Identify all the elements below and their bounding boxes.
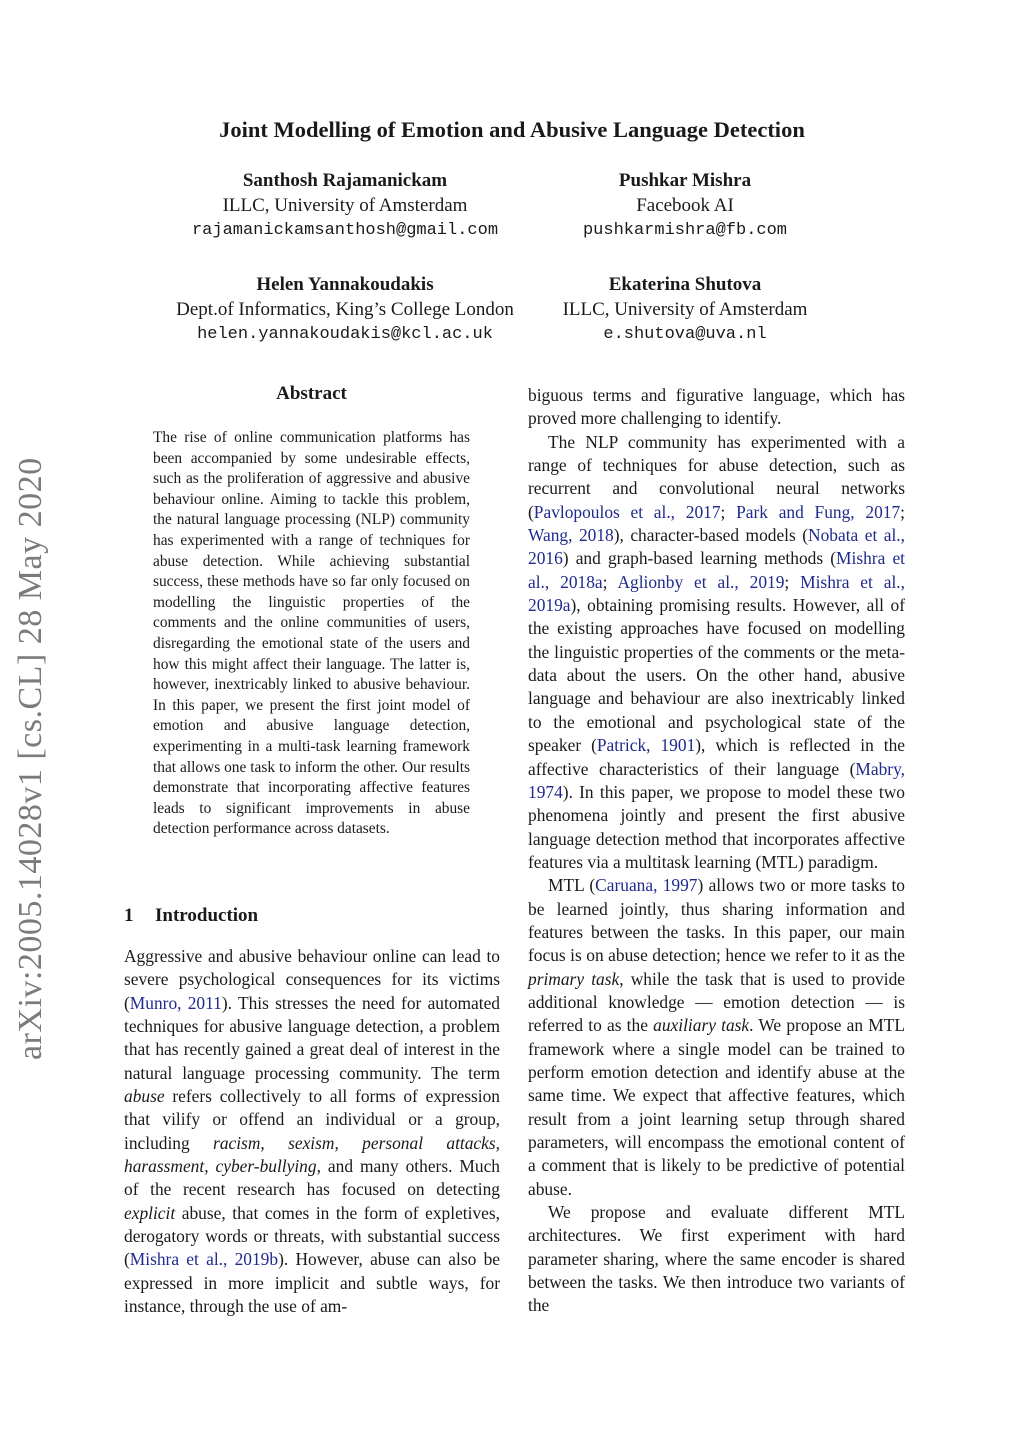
author-name: Helen Yannakoudakis (256, 274, 434, 295)
section-number: 1 (124, 905, 134, 926)
emphasis: explicit (124, 1202, 176, 1223)
paragraph: MTL (Caruana, 1997) allows two or more tasks to be learned jointly, thus sharing information and features between the tasks. In this paper, our main focus is on abuse detection; hence we refer to it as the primary task, while the task that is used to provide additional knowledge — emotion detection — is referred to as the auxiliary task. We propose an MTL framework where a single model can be trained to perform emotion detection and identify abuse at the same time. We expect that affective features, which result from a joint learning setup through shared parameters, will encompass the emotional content of a comment that is likely to be predictive of potential abuse. (528, 875, 905, 1199)
section-title: Introduction (155, 905, 259, 926)
author-name: Santhosh Rajamanickam (242, 170, 448, 191)
intro-left-column (124, 945, 500, 1319)
author-affiliation: Facebook AI (636, 195, 734, 216)
citation-link[interactable]: Patrick, 1901 (596, 735, 696, 756)
citation-link[interactable]: Caruana, 1997 (595, 875, 698, 896)
citation-link[interactable]: Wang, 2018 (528, 525, 614, 546)
abstract-text: The rise of online communication platforms has been accompanied by some undesirable effects, such as the proliferation of aggressive and abusive behaviour online. Aiming to tackle this problem, the natural language processing (NLP) community has experimented with a range of techniques for abuse detection. While achieving substantial success, these methods have so far only focused on modelling the linguistic properties of the comments and the online communities of users, disregarding the emotional state of the users and how this might affect their language. The latter is, however, inextricably linked to abusive behaviour. In this paper, we present the first joint model of emotion and abusive language detection, experimenting in a multi-task learning framework that allows one task to inform the other. Our results demonstrate that incorporating affective features leads to significant improvements in abuse detection performance across datasets. (153, 429, 470, 838)
paragraph: biguous terms and figurative language, which has proved more challenging to identify. (528, 385, 905, 429)
author-email: rajamanickamsanthosh@gmail.com (191, 221, 499, 240)
paragraph: The NLP community has experimented with a range of techniques for abuse detection, such as recurrent and convolutional neural networks (Pavlopoulos et al., 2017; Park and Fung, 2017; Wang, 2018), character-based models (Nobata et al., 2016) and graph-based learning methods (Mishra et al., 2018a; Aglionby et al., 2019; Mishra et al., 2019a), obtaining promising results. However, all of the existing approaches have focused on modelling the linguistic properties of the comments or the meta-data about the users. On the other hand, abusive language and behaviour are also inextricably linked to the emotional and psychological state of the speaker (Patrick, 1901), which is reflected in the affective characteristics of their language (Mabry, 1974). In this paper, we propose to model these two phenomena jointly and present the first abusive language detection method that incorporates affective features via a multitask learning (MTL) paradigm. (528, 431, 905, 872)
paragraph: We propose and evaluate different MTL architectures. We first experiment with hard parameter sharing, where the same encoder is shared between the tasks. We then introduce two variants of the (528, 1202, 905, 1316)
author-affiliation: Dept.of Informatics, King’s College London (176, 299, 514, 320)
citation-link[interactable]: Aglionby et al., 2019 (617, 571, 785, 592)
author-email: helen.yannakoudakis@kcl.ac.uk (197, 325, 493, 344)
author-block (520, 168, 850, 243)
author-name: Pushkar Mishra (618, 170, 752, 191)
arxiv-identifier: arXiv:2005.14028v1 [cs.CL] 28 May 2020 (12, 457, 49, 1060)
author-name: Ekaterina Shutova (608, 274, 762, 295)
emphasis: primary task (528, 968, 620, 989)
emphasis: racism, sexism, personal attacks, harassment, cyber-bullying (124, 1132, 500, 1177)
citation-link[interactable]: Mishra et al., 2018a (528, 548, 905, 592)
author-block (540, 272, 830, 347)
section-heading (124, 905, 504, 927)
emphasis: abuse (124, 1086, 165, 1107)
citation-link[interactable]: Mishra et al., 2019a (528, 571, 905, 616)
citation-link[interactable]: Park and Fung, 2017 (736, 501, 901, 522)
citation-link[interactable]: Mishra et al., 2019b (129, 1249, 279, 1270)
right-column (528, 384, 905, 1318)
author-email: pushkarmishra@fb.com (582, 221, 788, 240)
citation-link[interactable]: Nobata et al., 2016 (528, 525, 905, 569)
citation-link[interactable]: Munro, 2011 (129, 992, 222, 1013)
citation-link[interactable]: Mabry, 1974 (528, 758, 905, 802)
abstract-heading: Abstract (276, 383, 347, 404)
author-affiliation: ILLC, University of Amsterdam (562, 299, 808, 320)
citation-link[interactable]: Pavlopoulos et al., 2017 (533, 501, 721, 522)
paragraph: Aggressive and abusive behaviour online can lead to severe psychological consequences for its victims (Munro, 2011). This stresses the need for automated techniques for abusive language detection, a problem that has recently gained a great deal of interest in the natural language processing community. The term abuse refers collectively to all forms of expression that vilify or offend an individual or a group, including racism, sexism, personal attacks, harassment, cyber-bullying, and many others. Much of the recent research has focused on detecting explicit abuse, that comes in the form of expletives, derogatory words or threats, with substantial success (Mishra et al., 2019b). However, abuse can also be expressed in more implicit and subtle ways, for instance, through the use of am- (124, 946, 501, 1317)
author-block (150, 272, 540, 347)
author-block (150, 168, 540, 243)
author-email: e.shutova@uva.nl (603, 325, 767, 344)
paper-title: Joint Modelling of Emotion and Abusive Language Detection (219, 117, 805, 142)
emphasis: auxiliary task (653, 1015, 750, 1036)
author-affiliation: ILLC, University of Amsterdam (222, 195, 468, 216)
